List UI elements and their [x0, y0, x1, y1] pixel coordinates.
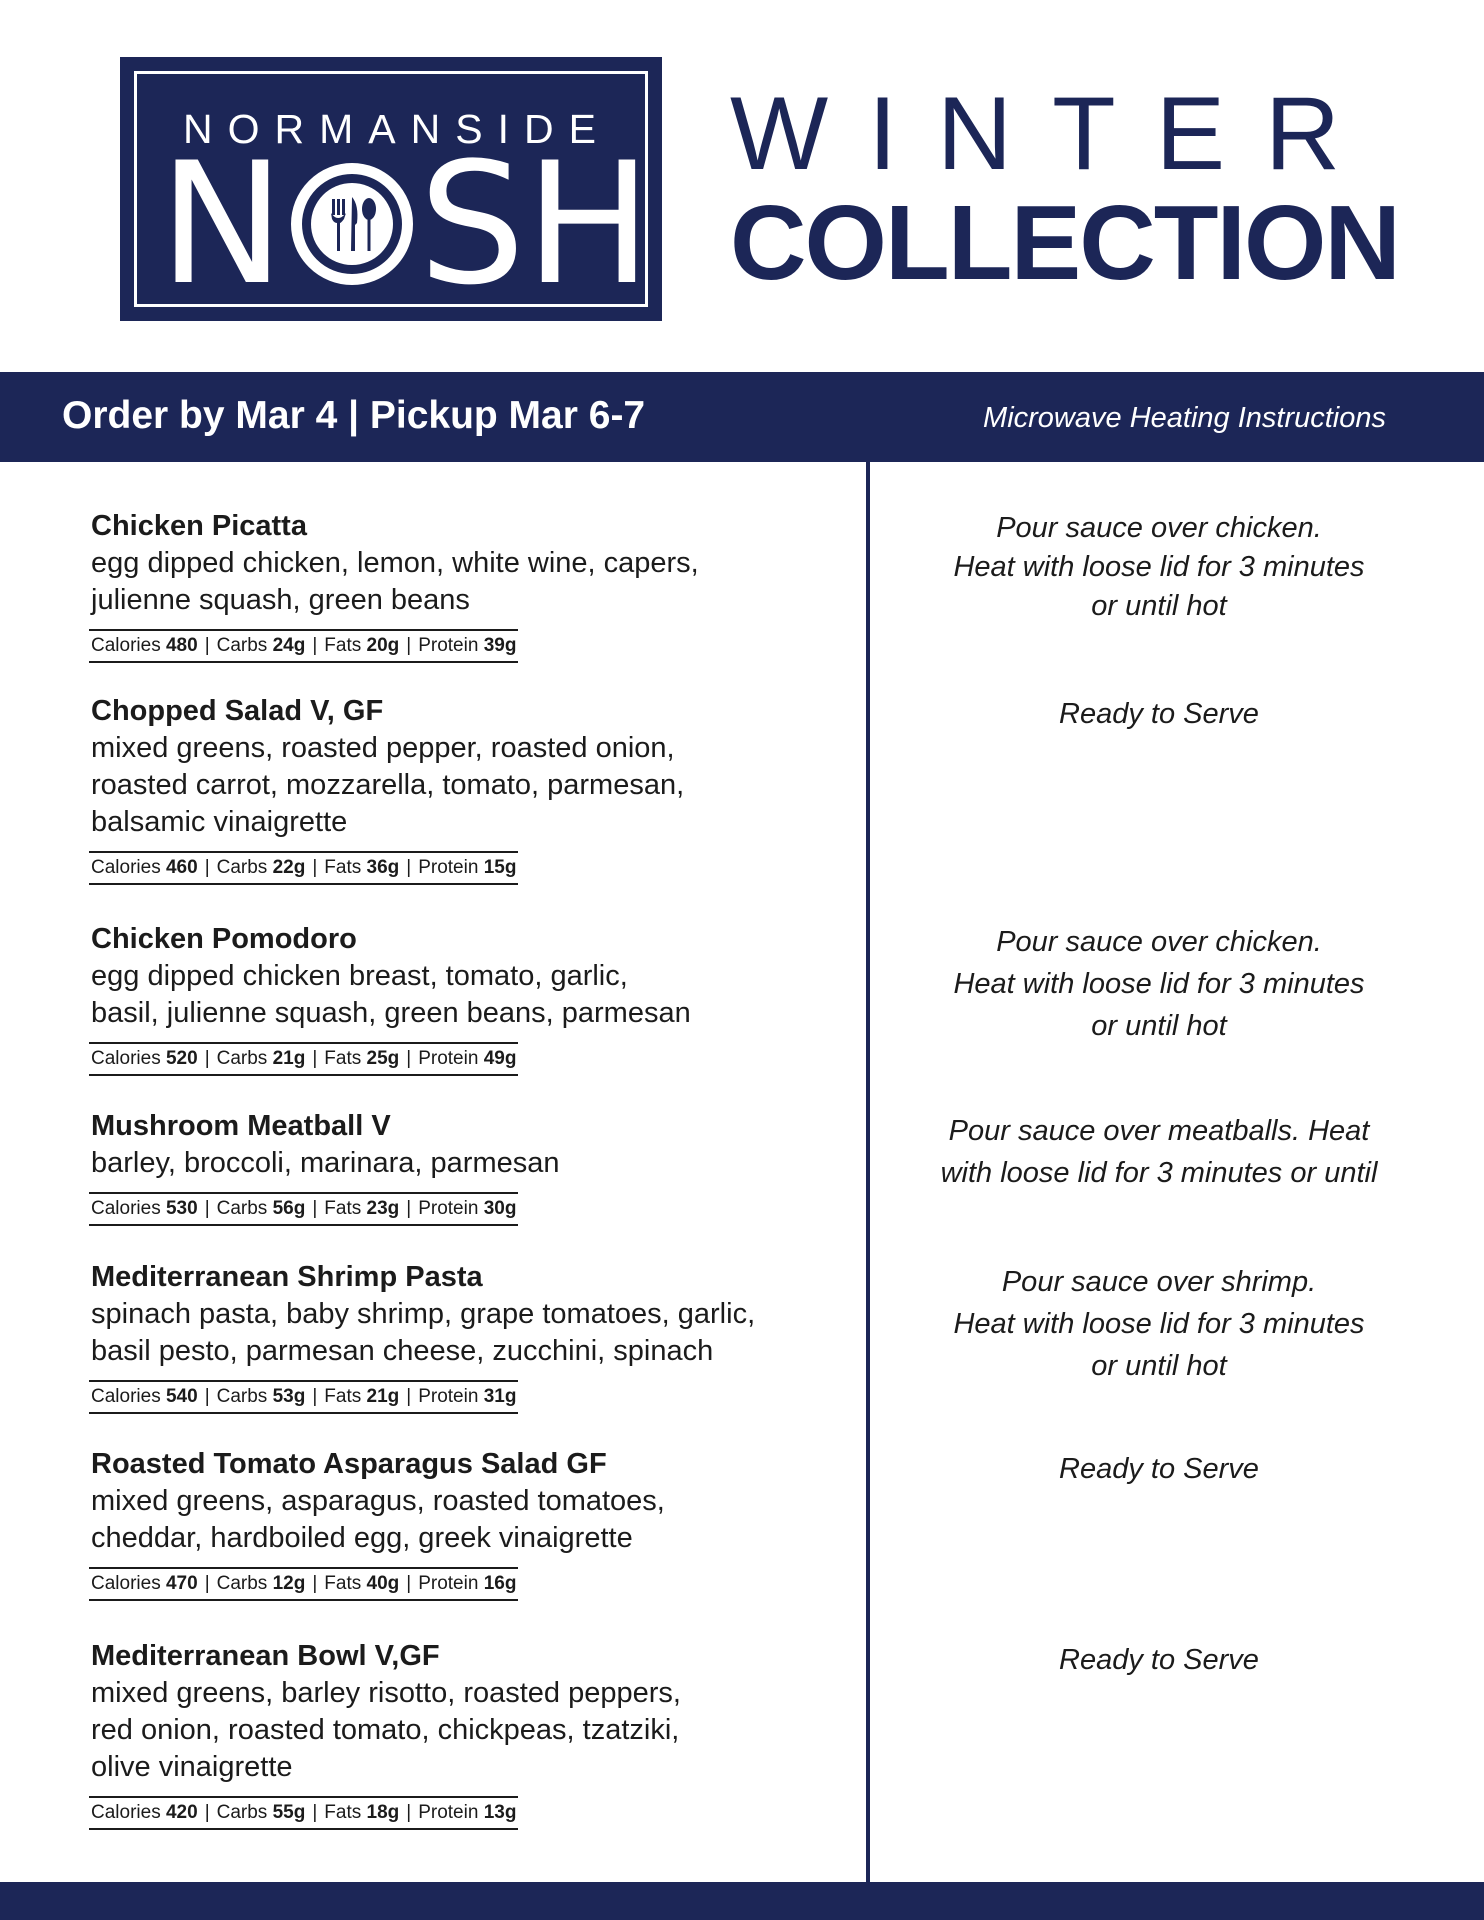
footer-bar [0, 1882, 1484, 1920]
menu-item-name: Chopped Salad V, GF [91, 695, 384, 727]
logo-top-word: NORMANSIDE [183, 106, 611, 152]
nutrition-value-protein: 49g [483, 1048, 517, 1069]
nutrition-separator: | [204, 635, 210, 656]
nutrition-value-calories: 460 [165, 857, 198, 878]
nutrition-label-carbs: Carbs [216, 1802, 268, 1823]
menu-item-name: Mediterranean Bowl V,GF [91, 1640, 440, 1672]
nutrition-separator: | [406, 1802, 412, 1823]
nutrition-label-fats: Fats [324, 857, 362, 878]
heating-instruction [920, 1261, 1398, 1387]
nutrition-value-calories: 520 [165, 1048, 198, 1069]
nutrition-label-calories: Calories [91, 1198, 161, 1219]
nutrition-value-carbs: 21g [272, 1048, 306, 1069]
menu-item-description: basil, julienne squash, green beans, parmesan [91, 997, 691, 1029]
nutrition-value-carbs: 22g [272, 857, 306, 878]
nutrition-label-fats: Fats [324, 635, 362, 656]
menu-item-name: Chicken Picatta [91, 510, 307, 542]
nutrition-separator: | [406, 1386, 412, 1407]
nutrition-separator: | [204, 1198, 210, 1219]
nutrition-value-protein: 13g [483, 1802, 517, 1823]
nutrition-label-protein: Protein [418, 1048, 479, 1069]
heating-instruction-line: with loose lid for 3 minutes or until [940, 1157, 1378, 1189]
nutrition-label-fats: Fats [324, 1802, 362, 1823]
heating-instruction-line: Ready to Serve [1059, 1453, 1259, 1485]
nutrition-label-calories: Calories [91, 1573, 161, 1594]
nutrition-label-protein: Protein [418, 1802, 479, 1823]
nutrition-separator: | [204, 1802, 210, 1823]
heating-instruction [920, 694, 1398, 734]
nutrition-separator: | [312, 1386, 318, 1407]
menu-item-description: olive vinaigrette [91, 1751, 293, 1783]
nutrition-separator: | [204, 1573, 210, 1594]
nutrition-value-carbs: 55g [272, 1802, 306, 1823]
heating-instruction [920, 1640, 1398, 1680]
nutrition-label-carbs: Carbs [216, 1198, 268, 1219]
nutrition-facts [89, 1192, 518, 1226]
menu-item [91, 508, 811, 663]
nutrition-value-carbs: 24g [272, 635, 306, 656]
nutrition-separator: | [406, 1198, 412, 1219]
menu-item-name: Mediterranean Shrimp Pasta [91, 1261, 483, 1293]
menu-item-description: red onion, roasted tomato, chickpeas, tzatziki, [91, 1714, 680, 1746]
heating-instruction-line: or until hot [1091, 590, 1227, 622]
nutrition-label-protein: Protein [418, 1386, 479, 1407]
nutrition-label-calories: Calories [91, 1048, 161, 1069]
nutrition-value-fats: 21g [366, 1386, 400, 1407]
nutrition-value-fats: 23g [366, 1198, 400, 1219]
menu-item-description: basil pesto, parmesan cheese, zucchini, spinach [91, 1335, 714, 1367]
menu-item-name: Roasted Tomato Asparagus Salad GF [91, 1448, 607, 1480]
nutrition-label-protein: Protein [418, 635, 479, 656]
heating-instruction-line: Heat with loose lid for 3 minutes [953, 1308, 1365, 1340]
fork-knife-spoon-plate-icon [291, 163, 413, 285]
logo-border [134, 71, 652, 322]
nutrition-label-protein: Protein [418, 1573, 479, 1594]
heating-instruction-line: Pour sauce over chicken. [996, 926, 1322, 958]
nutrition-value-fats: 20g [366, 635, 400, 656]
logo-letter-n: N [159, 125, 285, 322]
menu-item [91, 1259, 811, 1414]
nutrition-separator: | [204, 1048, 210, 1069]
nutrition-separator: | [406, 857, 412, 878]
nutrition-separator: | [312, 635, 318, 656]
nutrition-value-carbs: 12g [272, 1573, 306, 1594]
nutrition-value-calories: 420 [165, 1802, 198, 1823]
nutrition-value-carbs: 56g [272, 1198, 306, 1219]
menu-item-description: mixed greens, asparagus, roasted tomatoes, [91, 1485, 665, 1517]
heating-instruction-line: Ready to Serve [1059, 698, 1259, 730]
menu-item-description: barley, broccoli, marinara, parmesan [91, 1147, 560, 1179]
nutrition-label-protein: Protein [418, 1198, 479, 1219]
menu-item [91, 1638, 811, 1830]
menu-item-description: mixed greens, barley risotto, roasted peppers, [91, 1677, 681, 1709]
menu-item-name: Chicken Pomodoro [91, 923, 357, 955]
nutrition-label-calories: Calories [91, 1802, 161, 1823]
nutrition-facts [89, 851, 518, 885]
nutrition-label-carbs: Carbs [216, 1048, 268, 1069]
order-pickup-dates: Order by Mar 4 | Pickup Mar 6-7 [62, 394, 646, 437]
nutrition-facts [89, 1567, 518, 1601]
nutrition-label-fats: Fats [324, 1048, 362, 1069]
menu-item [91, 921, 811, 1076]
heating-instruction [920, 509, 1398, 626]
nutrition-value-protein: 39g [483, 635, 517, 656]
nutrition-separator: | [312, 1198, 318, 1219]
nutrition-value-fats: 25g [366, 1048, 400, 1069]
nutrition-facts [89, 1796, 518, 1830]
nutrition-label-fats: Fats [324, 1198, 362, 1219]
heating-instruction-line: or until hot [1091, 1350, 1227, 1382]
nutrition-separator: | [204, 857, 210, 878]
nutrition-value-calories: 480 [165, 635, 198, 656]
nutrition-label-calories: Calories [91, 857, 161, 878]
menu-item-description: cheddar, hardboiled egg, greek vinaigrette [91, 1522, 633, 1554]
menu-item-description: egg dipped chicken, lemon, white wine, capers, [91, 547, 699, 579]
nutrition-label-calories: Calories [91, 1386, 161, 1407]
nutrition-value-protein: 15g [483, 857, 517, 878]
title-winter: WINTER [730, 76, 1381, 192]
nutrition-label-fats: Fats [324, 1386, 362, 1407]
menu-item [91, 1108, 811, 1226]
menu-item-description: mixed greens, roasted pepper, roasted onion, [91, 732, 675, 764]
heating-instruction-line: Heat with loose lid for 3 minutes [953, 968, 1365, 1000]
nutrition-separator: | [312, 857, 318, 878]
menu-item-description: julienne squash, green beans [91, 584, 470, 616]
menu-item [91, 693, 811, 885]
nutrition-separator: | [406, 1048, 412, 1069]
heating-instruction [920, 921, 1398, 1047]
heating-instruction-line: Heat with loose lid for 3 minutes [953, 551, 1365, 583]
menu-item-description: egg dipped chicken breast, tomato, garlic, [91, 960, 628, 992]
nutrition-separator: | [312, 1573, 318, 1594]
nutrition-value-fats: 18g [366, 1802, 400, 1823]
nutrition-value-protein: 30g [483, 1198, 517, 1219]
nutrition-separator: | [406, 1573, 412, 1594]
nutrition-value-carbs: 53g [272, 1386, 306, 1407]
menu-item [91, 1446, 811, 1601]
heating-instruction-line: Ready to Serve [1059, 1644, 1259, 1676]
logo-letters-sh: SH [418, 125, 652, 322]
order-banner [0, 372, 1484, 462]
nutrition-separator: | [204, 1386, 210, 1407]
heating-instruction-line: or until hot [1091, 1010, 1227, 1042]
brand-logo [120, 57, 662, 321]
nutrition-label-carbs: Carbs [216, 857, 268, 878]
nutrition-label-calories: Calories [91, 635, 161, 656]
nutrition-separator: | [312, 1802, 318, 1823]
nutrition-label-protein: Protein [418, 857, 479, 878]
nutrition-label-carbs: Carbs [216, 1386, 268, 1407]
nutrition-facts [89, 1042, 518, 1076]
nutrition-value-protein: 16g [483, 1573, 517, 1594]
nutrition-separator: | [406, 635, 412, 656]
nutrition-value-fats: 36g [366, 857, 400, 878]
nutrition-separator: | [312, 1048, 318, 1069]
nutrition-label-fats: Fats [324, 1573, 362, 1594]
menu-item-description: spinach pasta, baby shrimp, grape tomatoes, garlic, [91, 1298, 756, 1330]
nutrition-value-fats: 40g [366, 1573, 400, 1594]
nutrition-value-calories: 530 [165, 1198, 198, 1219]
nutrition-value-calories: 540 [165, 1386, 198, 1407]
heating-instruction [920, 1449, 1398, 1489]
nutrition-label-carbs: Carbs [216, 1573, 268, 1594]
nutrition-value-calories: 470 [165, 1573, 198, 1594]
heating-instruction-line: Pour sauce over chicken. [996, 512, 1322, 544]
menu-item-description: roasted carrot, mozzarella, tomato, parmesan, [91, 769, 685, 801]
menu-item-name: Mushroom Meatball V [91, 1110, 391, 1142]
nutrition-value-protein: 31g [483, 1386, 517, 1407]
heating-instruction [920, 1110, 1398, 1194]
title-collection: COLLECTION [730, 184, 1399, 302]
heating-instruction-line: Pour sauce over meatballs. Heat [948, 1115, 1370, 1147]
instructions-header: Microwave Heating Instructions [983, 402, 1386, 434]
nutrition-facts [89, 1380, 518, 1414]
nutrition-facts [89, 629, 518, 663]
menu-item-description: balsamic vinaigrette [91, 806, 348, 838]
heating-instruction-line: Pour sauce over shrimp. [1001, 1266, 1317, 1298]
column-divider [866, 462, 870, 1882]
nutrition-label-carbs: Carbs [216, 635, 268, 656]
